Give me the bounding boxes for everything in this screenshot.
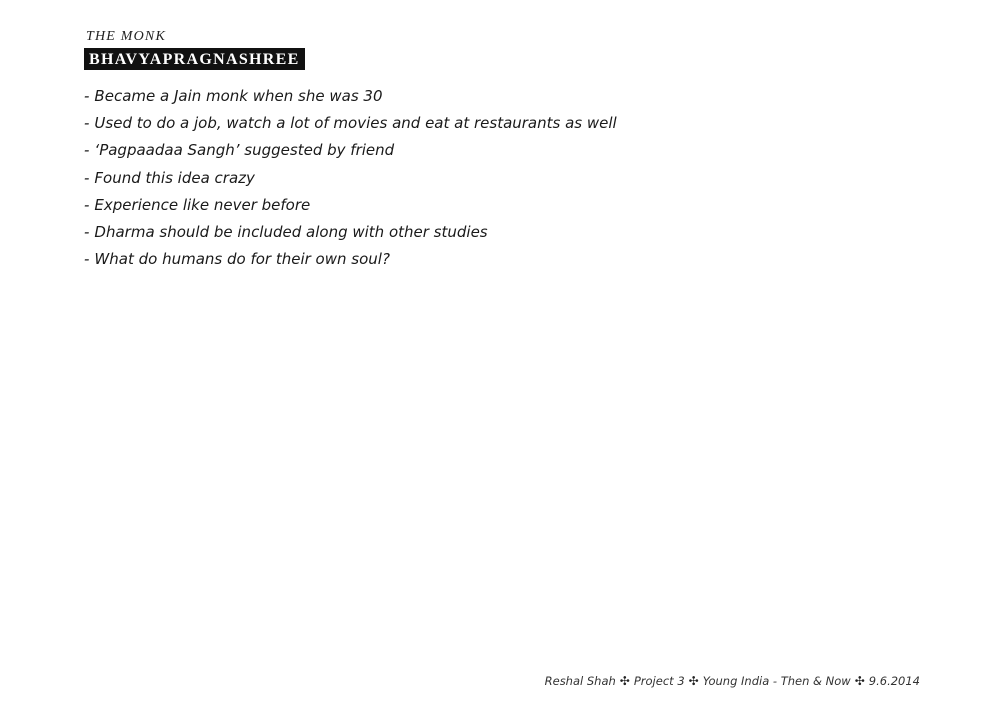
bullet-dash: - — [84, 168, 90, 187]
list-item — [84, 137, 617, 164]
footer-date: 9.6.2014 — [868, 674, 920, 688]
list-item — [84, 246, 617, 273]
list-item — [84, 83, 617, 110]
page-footer — [545, 674, 920, 688]
list-item-text: Experience like never before — [94, 195, 311, 214]
list-item-text: Used to do a job, watch a lot of movies and eat at restaurants as well — [94, 114, 617, 133]
list-item-text: Became a Jain monk when she was 30 — [94, 87, 383, 105]
bullet-dash: - — [84, 114, 90, 133]
list-item-text: What do humans do for their own soul? — [94, 250, 390, 269]
page-header — [84, 28, 305, 70]
separator-icon: ✣ — [619, 674, 630, 688]
section-eyebrow: THE MONK — [86, 29, 166, 44]
list-item — [84, 192, 617, 219]
bullet-dash: - — [84, 87, 90, 105]
separator-icon: ✣ — [688, 674, 699, 688]
list-item — [84, 219, 617, 246]
list-item-text: Dharma should be included along with other studies — [94, 223, 488, 242]
footer-project: Project 3 — [633, 674, 685, 688]
bullet-dash: - — [84, 195, 90, 214]
list-item-text: Found this idea crazy — [94, 168, 255, 187]
bullet-dash: - — [84, 223, 90, 242]
notes-list — [84, 83, 617, 273]
footer-author: Reshal Shah — [544, 674, 616, 688]
separator-icon: ✣ — [854, 674, 865, 688]
list-item — [84, 165, 617, 192]
subject-name-banner: BHAVYAPRAGNASHREE — [84, 48, 305, 70]
list-item — [84, 110, 617, 137]
footer-title: Young India - Then & Now — [702, 674, 851, 688]
bullet-dash: - — [84, 141, 90, 160]
list-item-text: ‘Pagpaadaa Sangh’ suggested by friend — [94, 141, 395, 160]
bullet-dash: - — [84, 250, 90, 269]
